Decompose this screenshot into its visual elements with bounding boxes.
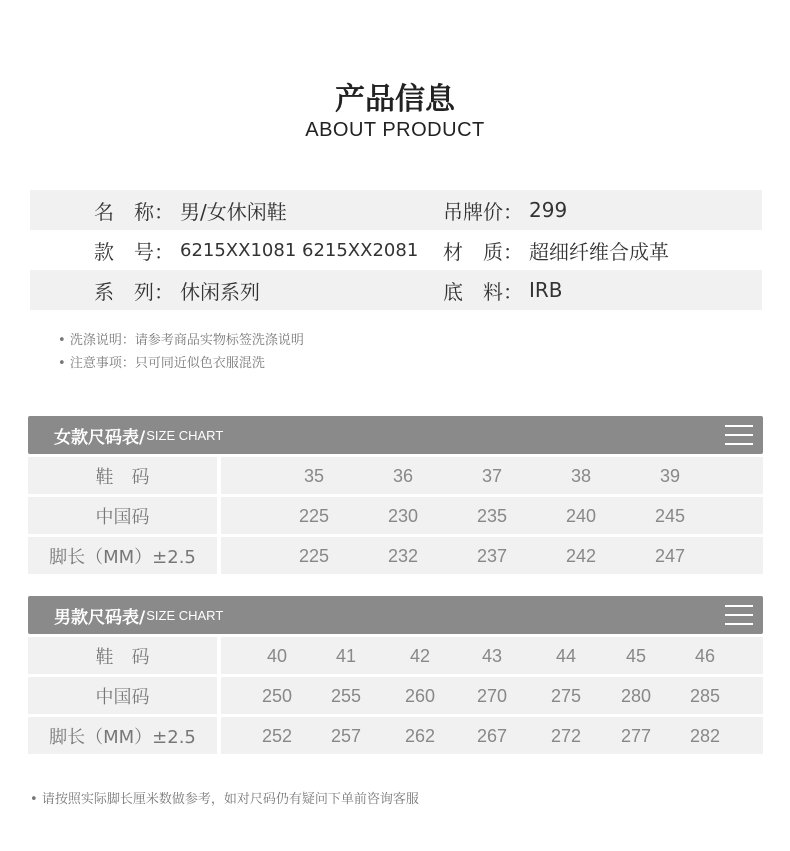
size-cell: 285 [689, 686, 721, 706]
size-cell: 267 [476, 726, 508, 746]
size-row-values [221, 497, 763, 534]
page-title: 产品信息 [335, 82, 455, 117]
size-cell: 277 [620, 726, 652, 746]
info-row-series [30, 270, 762, 310]
size-cell: 35 [303, 466, 325, 486]
info-label: 材 质： [443, 239, 523, 264]
size-cell: 255 [330, 686, 362, 706]
size-row-label: 鞋 码 [28, 457, 217, 494]
size-cell: 252 [261, 726, 293, 746]
size-cell: 40 [266, 646, 288, 666]
size-cell: 250 [261, 686, 293, 706]
size-row-label: 中国码 [28, 677, 217, 714]
size-cell: 225 [298, 506, 330, 526]
size-cell: 240 [565, 506, 597, 526]
size-cell: 37 [481, 466, 503, 486]
info-cell-sole [443, 276, 563, 305]
size-cell: 237 [476, 546, 508, 566]
menu-icon[interactable] [725, 425, 753, 445]
chart-title-cn: 女款尺码表/ [54, 427, 146, 448]
size-row [28, 717, 763, 754]
info-value: 6215XX1081 6215XX2081 [180, 239, 419, 261]
info-cell-style [94, 236, 418, 265]
info-label: 吊牌价： [443, 199, 523, 224]
chart-title-en: SIZE CHART [146, 427, 224, 443]
info-value: 299 [529, 198, 568, 222]
size-cell: 46 [694, 646, 716, 666]
info-label: 底 料： [443, 279, 523, 304]
info-label: 款 号： [94, 239, 174, 264]
size-row [28, 677, 763, 714]
men-size-chart [28, 596, 763, 754]
size-cell: 275 [550, 686, 582, 706]
product-info-table [30, 190, 762, 310]
info-label: 名 称： [94, 199, 174, 224]
footer-note: • 请按照实际脚长厘米数做参考，如对尺码仍有疑问下单前咨询客服 [30, 788, 419, 807]
size-cell: 230 [387, 506, 419, 526]
info-cell-name [94, 196, 287, 225]
size-cell: 260 [404, 686, 436, 706]
size-row-label: 鞋 码 [28, 637, 217, 674]
size-row-label: 脚长（MM）±2.5 [28, 537, 217, 574]
size-row [28, 637, 763, 674]
care-notes [58, 329, 304, 375]
info-cell-price [443, 196, 567, 225]
size-cell: 270 [476, 686, 508, 706]
size-cell: 235 [476, 506, 508, 526]
note-item: • 注意事项：只可同近似色衣服混洗 [58, 352, 304, 375]
size-cell: 272 [550, 726, 582, 746]
info-value: 超细纤维合成革 [529, 239, 669, 264]
info-cell-material [443, 236, 669, 265]
size-row-values [221, 537, 763, 574]
info-row-name [30, 190, 762, 230]
size-cell: 39 [659, 466, 681, 486]
size-cell: 36 [392, 466, 414, 486]
chart-header [28, 416, 763, 454]
info-label: 系 列： [94, 279, 174, 304]
size-cell: 38 [570, 466, 592, 486]
size-row-values [221, 717, 763, 754]
size-row-label: 中国码 [28, 497, 217, 534]
menu-icon[interactable] [725, 605, 753, 625]
size-row-values [221, 677, 763, 714]
page-subtitle: ABOUT PRODUCT [305, 119, 485, 141]
size-cell: 282 [689, 726, 721, 746]
size-row [28, 457, 763, 494]
info-value: 男/女休闲鞋 [180, 199, 287, 224]
info-row-style [30, 230, 762, 270]
size-cell: 44 [555, 646, 577, 666]
info-cell-series [94, 276, 260, 305]
size-cell: 45 [625, 646, 647, 666]
size-row [28, 537, 763, 574]
size-cell: 247 [654, 546, 686, 566]
size-cell: 245 [654, 506, 686, 526]
size-cell: 232 [387, 546, 419, 566]
size-cell: 43 [481, 646, 503, 666]
women-size-chart [28, 416, 763, 574]
chart-header [28, 596, 763, 634]
note-item: • 洗涤说明：请参考商品实物标签洗涤说明 [58, 329, 304, 352]
size-cell: 42 [409, 646, 431, 666]
size-cell: 280 [620, 686, 652, 706]
info-value: 休闲系列 [180, 279, 260, 304]
info-value: IRB [529, 278, 563, 302]
chart-title-cn: 男款尺码表/ [54, 607, 146, 628]
size-row-values [221, 637, 763, 674]
size-cell: 225 [298, 546, 330, 566]
size-row-values [221, 457, 763, 494]
size-row [28, 497, 763, 534]
size-cell: 242 [565, 546, 597, 566]
size-row-label: 脚长（MM）±2.5 [28, 717, 217, 754]
size-cell: 262 [404, 726, 436, 746]
chart-title-en: SIZE CHART [146, 607, 224, 623]
size-cell: 257 [330, 726, 362, 746]
size-cell: 41 [335, 646, 357, 666]
